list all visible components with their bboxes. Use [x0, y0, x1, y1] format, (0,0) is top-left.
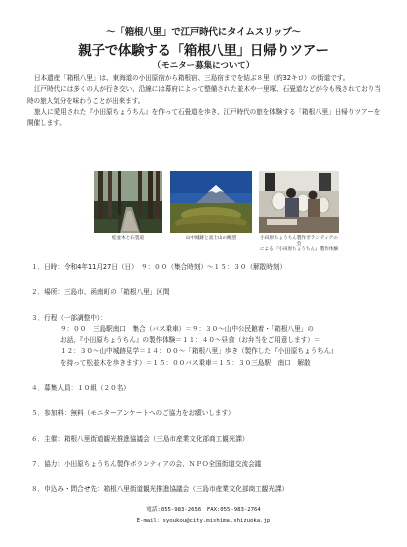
contact-email[interactable]: E-mail：syoukou@city.mishima.shizuoka.jp [136, 517, 271, 524]
subtitle: （モニター募集について） [152, 61, 255, 71]
item-cooperation: ７．協力：小田原ちょうちん製作ボランティアの会、ＮＰＯ全国街道交流会議 [31, 459, 262, 468]
list-item [31, 313, 387, 369]
castle-ruins-fuji-photo [170, 171, 252, 233]
itinerary-line-2: お話、『小田原ちょうちん』の製作体験＝１１：４０～昼食（お弁当をご用意します）＝ [60, 336, 321, 345]
photo-caption-3-line-1: 小田原ちょうちん製作ボランティアの会 [260, 236, 338, 247]
intro-paragraph-3: 旅人に愛用された『小田原ちょうちん』を作って石畳道を歩き、江戸時代の旅を体験する「箱根八里」日帰りツアーを開催します。 [27, 107, 381, 128]
cedar-stone-path-photo [94, 171, 162, 233]
itinerary-line-1: ９：００ 三島駅南口 集合（バス乗車）＝９：３０～山中公民館着・「箱根八里」の [60, 324, 314, 333]
intro-paragraph-2: 江戸時代には多くの人が行き交い、沿線には幕府によって整備された並木や一里塚、石畳道などが今も残されており当時の旅人気分を味わうことが出来ます。 [27, 85, 381, 105]
page-title: 親子で体験する「箱根八里」日帰りツアー [78, 43, 329, 59]
contact-phone: 電話:055-983-2656 FAX:055-983-2764 [146, 507, 261, 513]
item-itinerary-heading: ３．行程（一部調整中）： [31, 313, 107, 322]
item-contact: ８．申込み・問合せ先：箱根八里街道観光推進協議会（三島市産業文化部商工観光課） [31, 485, 289, 494]
intro-paragraphs [27, 73, 385, 129]
itinerary-line-3: １２：３０～山中城跡見学＝１４：００～「箱根八里」歩き（製作した『小田原ちょうちん』 [60, 347, 337, 356]
itinerary-line-4: を持って松並木を歩きます）＝１５：００バス乗車＝１５：３０三島駅 南口 解散 [60, 358, 311, 367]
photo-caption-2: 山中城跡と富士山の眺望 [185, 236, 237, 241]
list-item [31, 484, 387, 495]
photo-caption-1: 松並木と石畳道 [111, 236, 145, 241]
tagline: ～「箱根八里」で江戸時代にタイムスリップ～ [106, 27, 301, 38]
contact-info [0, 505, 407, 526]
item-fee: ５．参加料：無料（モニターアンケートへのご協力をお願いします） [31, 409, 235, 418]
item-date: １．日時：令和4年11月27日（日） ９：００（集合時刻）～１５：３０（解散時刻） [31, 263, 287, 271]
event-details-list [31, 262, 387, 510]
list-item [31, 287, 387, 298]
item-capacity: ４．募集人員：１０組（２０名） [31, 384, 130, 393]
lantern-workshop-photo [259, 171, 339, 233]
photo-caption-3-line-2: による『小田原ちょうちん』製作体験 [259, 247, 339, 253]
list-item [31, 459, 387, 470]
item-location: ２．場所：三島市、函南町の「箱根八里」区間 [31, 288, 170, 297]
list-item [31, 408, 387, 419]
list-item [31, 383, 387, 394]
photo-caption-3 [259, 236, 339, 253]
list-item [31, 434, 387, 445]
intro-paragraph-1: 日本遺産「箱根八里」は、東海道の小田原宿から箱根宿、三島宿までを結ぶ８里（約32キロ）の街道です。 [34, 74, 350, 82]
list-item [31, 262, 387, 273]
item-organizer: ６．主催：箱根八里街道観光推進協議会（三島市産業文化部商工観光課） [31, 434, 249, 443]
